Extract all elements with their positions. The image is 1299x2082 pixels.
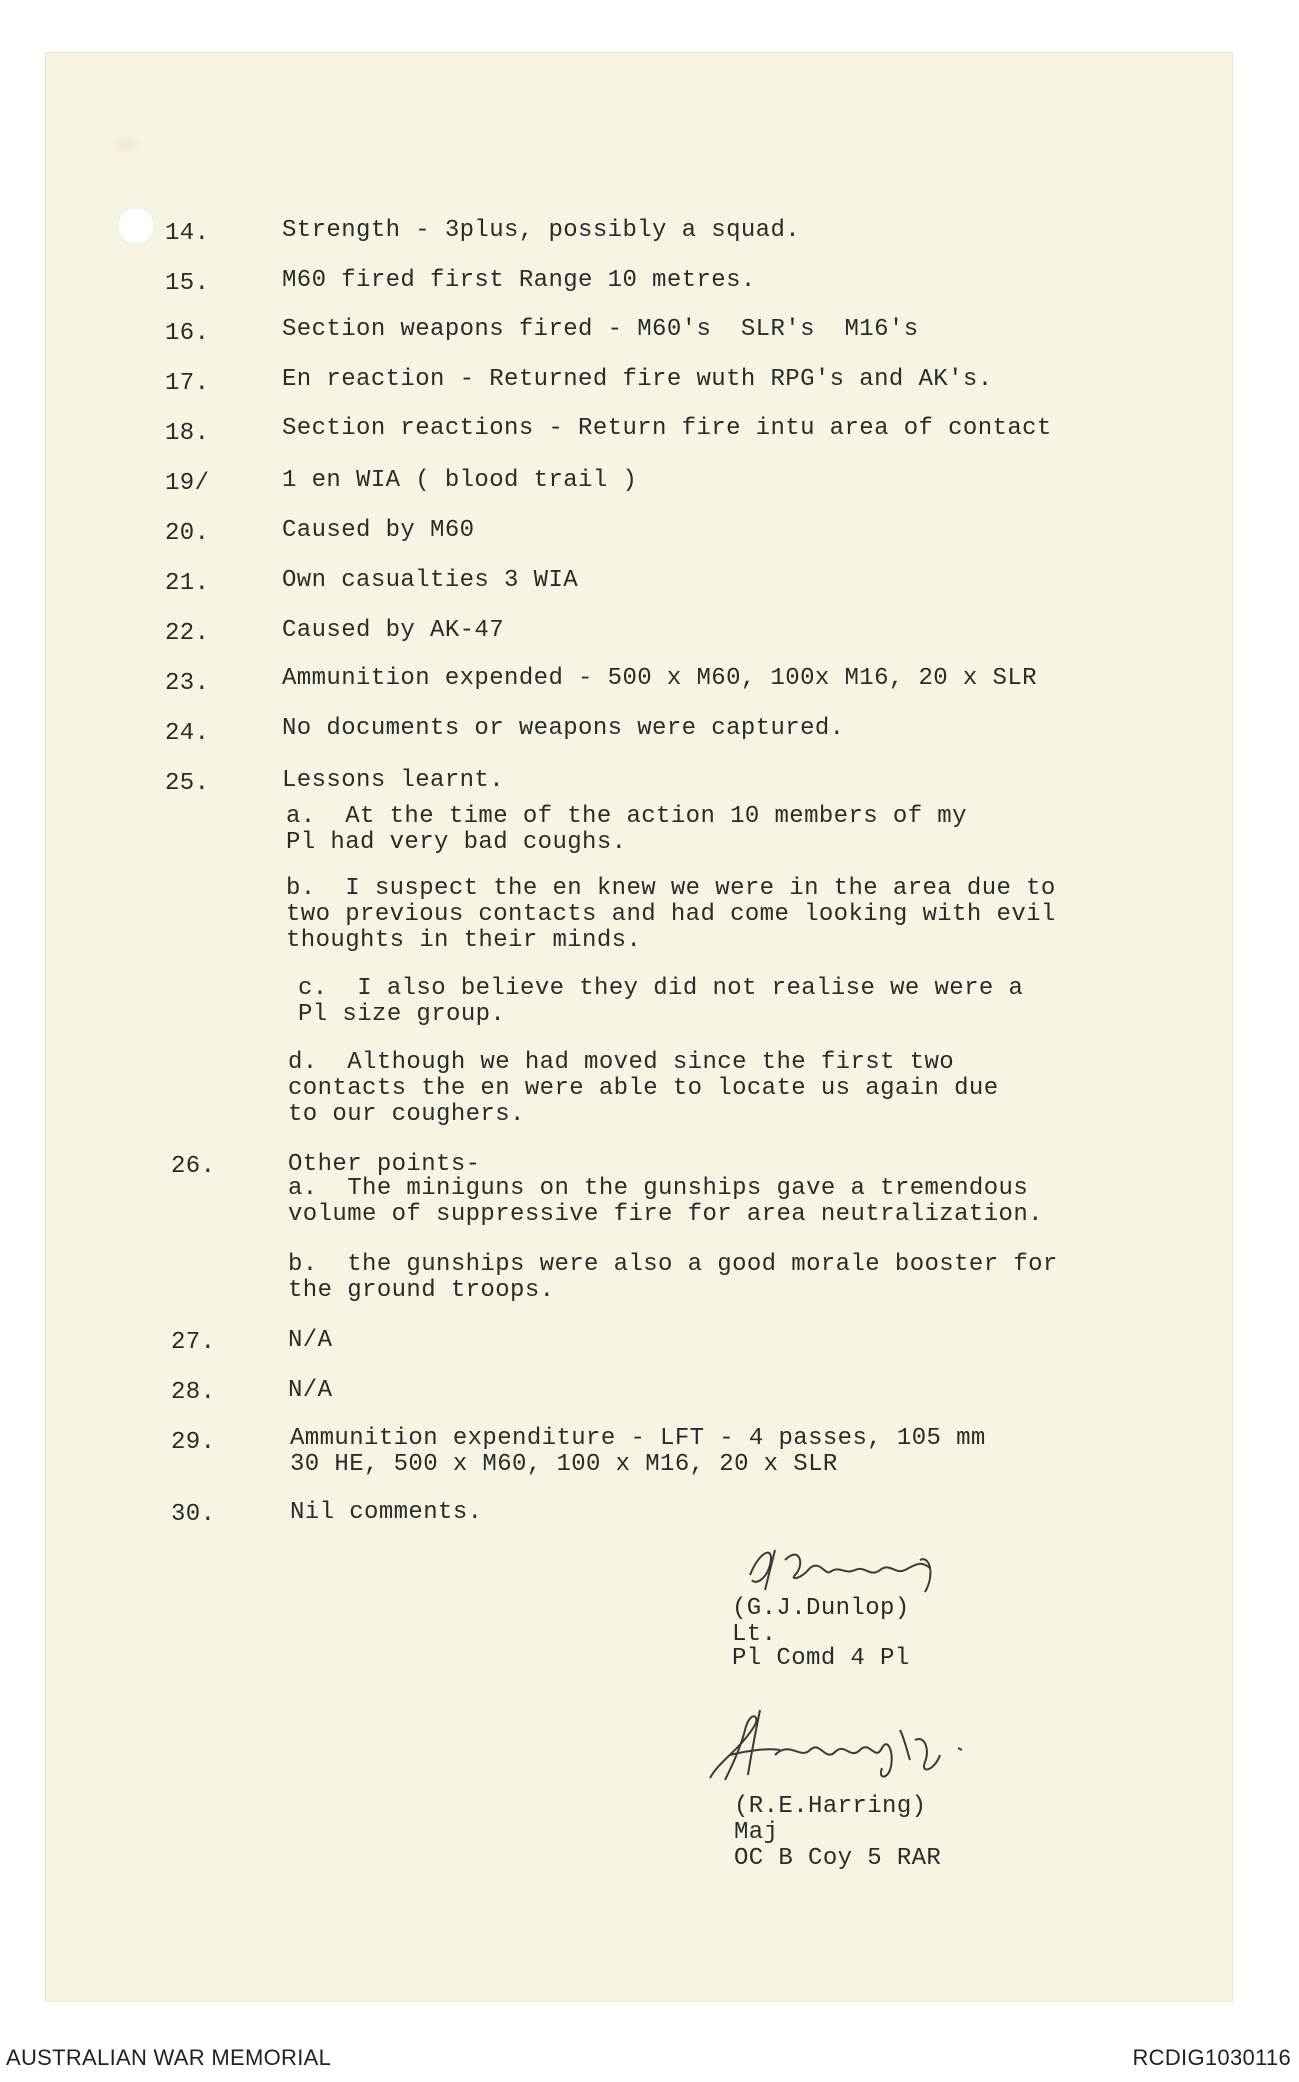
item-number: 30. [171,1501,216,1528]
lesson-b-line: thoughts in their minds. [286,927,642,954]
signatory2-rank: Maj [734,1819,779,1846]
item-number: 27. [171,1329,216,1356]
item-text: Caused by AK-47 [282,617,505,644]
signature-dunlop [730,1530,970,1600]
signatory1-name: (G.J.Dunlop) [732,1595,910,1622]
item-text: Caused by M60 [282,517,475,544]
item-number: 19/ [165,470,210,497]
signatory1-appointment: Pl Comd 4 Pl [732,1645,910,1672]
item-text: En reaction - Returned fire wuth RPG's and AK's. [282,366,993,393]
punch-hole [117,207,155,245]
lesson-b-line: b. I suspect the en knew we were in the area due to [286,875,1056,902]
item-text: Strength - 3plus, possibly a squad. [282,217,801,244]
other-point-b-line: b. the gunships were also a good morale booster for [288,1251,1058,1278]
item-number: 20. [165,520,210,547]
item-number: 17. [165,370,210,397]
item-text: Ammunition expenditure - LFT - 4 passes, 105 mm [290,1425,986,1452]
other-point-a-line: volume of suppressive fire for area neutralization. [288,1201,1043,1228]
lesson-d-line: contacts the en were able to locate us again due [288,1075,999,1102]
other-point-a-line: a. The miniguns on the gunships gave a tremendous [288,1175,1029,1202]
ammo-line-2: 30 HE, 500 x M60, 100 x M16, 20 x SLR [290,1451,838,1478]
lesson-d-line: to our coughers. [288,1101,525,1128]
item-text: Nil comments. [290,1499,483,1526]
signatory1-rank: Lt. [732,1621,777,1648]
item-text: N/A [288,1327,333,1354]
item-text: N/A [288,1377,333,1404]
item-number: 26. [171,1153,216,1180]
lesson-a-line: a. At the time of the action 10 members of my [286,803,967,830]
signatory2-appointment: OC B Coy 5 RAR [734,1845,942,1872]
item-number: 25. [165,770,210,797]
lesson-d-line: d. Although we had moved since the first two [288,1049,955,1076]
item-number: 22. [165,620,210,647]
item-text: Other points- [288,1151,481,1178]
item-text: Own casualties 3 WIA [282,567,579,594]
signatory2-name: (R.E.Harring) [734,1793,927,1820]
lesson-a-line: Pl had very bad coughs. [286,829,627,856]
item-text: No documents or weapons were captured. [282,715,845,742]
item-text: Section reactions - Return fire intu area of contact [282,415,1052,442]
lesson-c-line: Pl size group. [298,1001,506,1028]
item-number: 18. [165,420,210,447]
item-text: 1 en WIA ( blood trail ) [282,467,638,494]
item-text: Ammunition expended - 500 x M60, 100x M16, 20 x SLR [282,665,1037,692]
item-number: 23. [165,670,210,697]
item-number: 28. [171,1379,216,1406]
lesson-c-line: c. I also believe they did not realise we were a [298,975,1024,1002]
item-text: Lessons learnt. [282,767,505,794]
item-text: Section weapons fired - M60's SLR's M16's [282,316,919,343]
other-point-b-line: the ground troops. [288,1277,555,1304]
document-sheet [45,52,1233,2002]
signature-harring [700,1700,980,1790]
lesson-b-line: two previous contacts and had come looking with evil [286,901,1056,928]
footer-institution: AUSTRALIAN WAR MEMORIAL [6,2045,332,2070]
item-number: 24. [165,720,210,747]
item-number: 16. [165,320,210,347]
embossed-mark [109,135,143,155]
item-text: M60 fired first Range 10 metres. [282,267,756,294]
item-number: 14. [165,220,210,247]
item-number: 29. [171,1429,216,1456]
item-number: 21. [165,570,210,597]
footer-catalogue-id: RCDIG1030116 [1132,2045,1291,2070]
item-number: 15. [165,270,210,297]
